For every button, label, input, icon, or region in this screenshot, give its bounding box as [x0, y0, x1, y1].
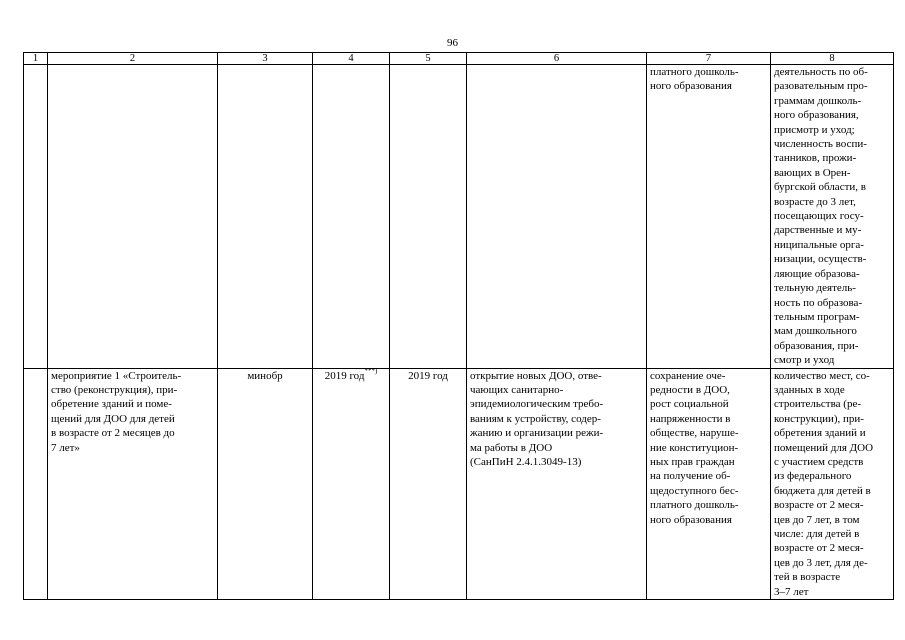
start-year-text: 2019 год	[324, 369, 365, 382]
row1-indicators-cell: деятельность по об- разовательным про- граммам дошколь- ного образования, присмотр и уход; численность воспи- танников, прожи- вающих в Орен- бургской области, в возрасте до 3 лет, посещающих госу- дарственные и му- ниципальные орга- низации, осуществ- ляющие образова- тельную деятель- ность по образова- тельным програм- мам дошкольного образования, при- смотр и уход	[771, 65, 894, 369]
indicators-cell: количество мест, со- зданных в ходе строительства (ре- конструкции), при- обретения зданий и помещений для ДОО с участием средств из федерального бюджета для детей в возрасте от 2 меся- цев до 7 лет, в том числе: для детей в возрасте от 2 меся- цев до 3 лет, для де- тей в возрасте 3–7 лет	[771, 368, 894, 600]
column-number-5: 5	[390, 53, 467, 65]
table-row-measure-1	[24, 368, 894, 600]
column-number-2: 2	[48, 53, 218, 65]
consequences-cell: сохранение оче- редности в ДОО, рост социальной напряженности в обществе, наруше- ние конституцион- ных прав граждан на получение об- щедоступного бес- платного дошколь- ного образования	[647, 368, 771, 600]
end-year-cell: 2019 год	[390, 368, 467, 600]
measure-name-cell: мероприятие 1 «Строитель- ство (реконструкция), при- обретение зданий и поме- щений для ДОО для детей в возрасте от 2 месяцев до 7 лет»	[48, 368, 218, 600]
column-number-1: 1	[24, 53, 48, 65]
row1-col1-cell	[24, 65, 48, 369]
column-number-6: 6	[467, 53, 647, 65]
column-number-4: 4	[313, 53, 390, 65]
row2-col1-cell	[24, 368, 48, 600]
row1-col3-cell	[218, 65, 313, 369]
row1-col5-cell	[390, 65, 467, 369]
column-number-7: 7	[647, 53, 771, 65]
table-row-continuation	[24, 65, 894, 369]
column-numbers-row	[24, 53, 894, 65]
footnote-marker: ***)	[364, 366, 378, 375]
row1-consequences-cell: платного дошколь- ного образования	[647, 65, 771, 369]
row1-col6-cell	[467, 65, 647, 369]
start-year-cell	[313, 368, 390, 600]
row1-col2-cell	[48, 65, 218, 369]
page-number: 96	[447, 37, 458, 49]
measures-table	[23, 52, 894, 600]
row1-col4-cell	[313, 65, 390, 369]
column-number-3: 3	[218, 53, 313, 65]
column-number-8: 8	[771, 53, 894, 65]
executor-cell: минобр	[218, 368, 313, 600]
expected-result-cell: открытие новых ДОО, отве- чающих санитарно- эпидемиологическим требо- ваниям к устройству, содер- жанию и организации режи- ма работы в ДОО (СанПиН 2.4.1.3049-13)	[467, 368, 647, 600]
